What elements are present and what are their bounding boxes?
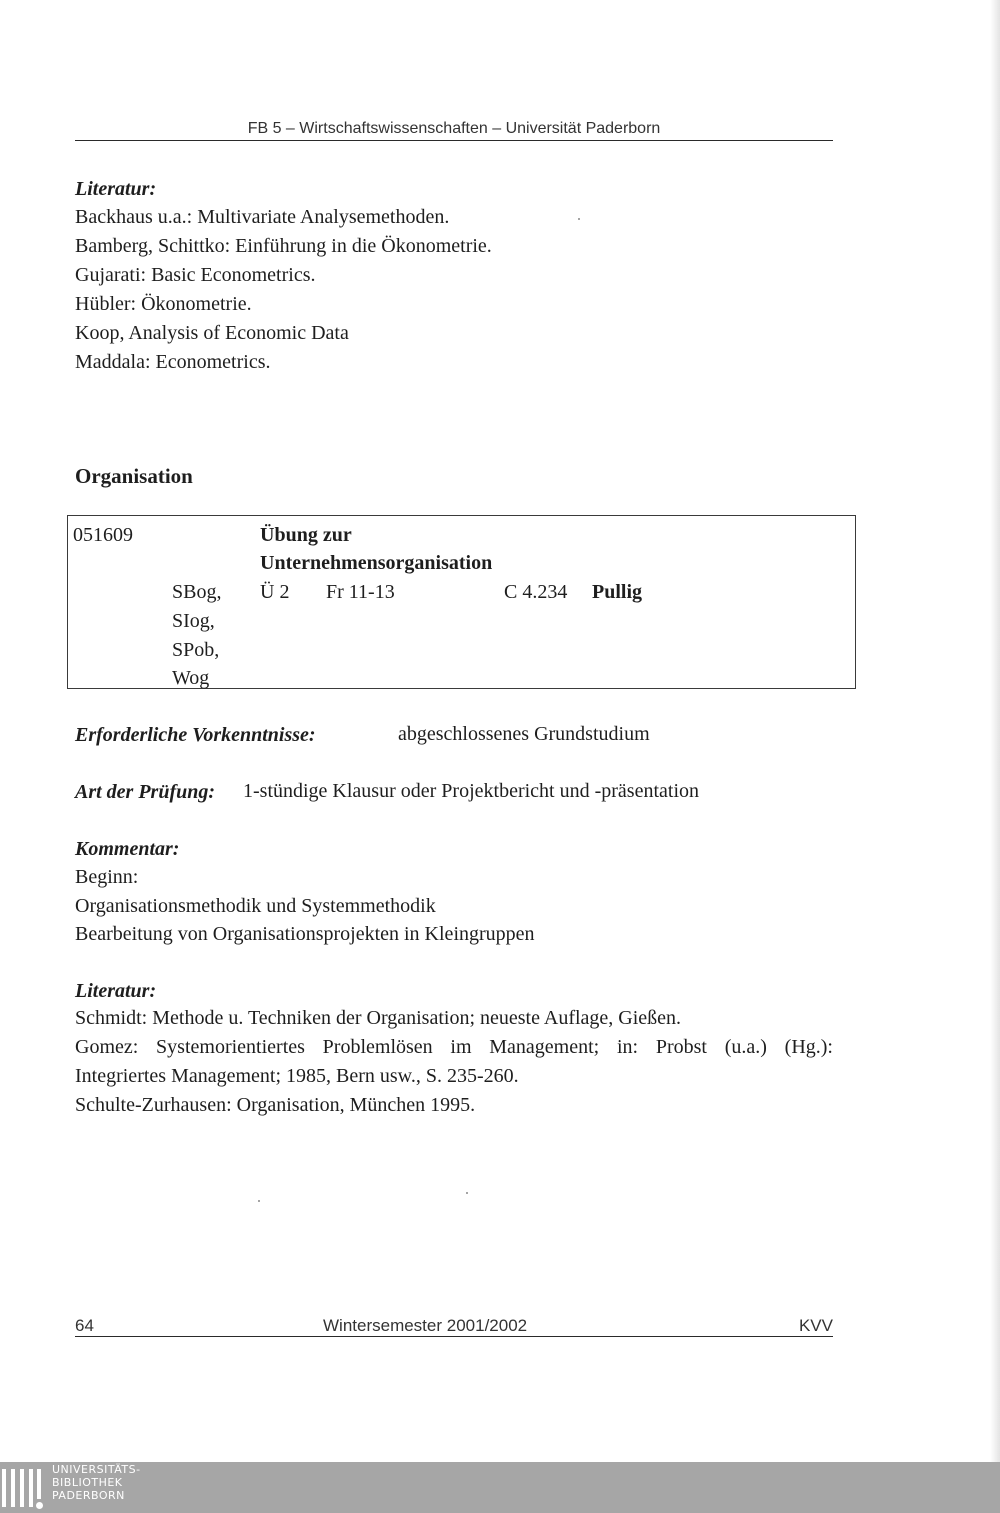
scan-speck — [466, 1192, 468, 1194]
literature-item: Gujarati: Basic Econometrics. — [75, 264, 316, 286]
page-header — [75, 120, 833, 141]
course-time: Fr 11-13 — [326, 581, 395, 603]
library-name-line: BIBLIOTHEK — [52, 1476, 123, 1489]
footer-abbrev: KVV — [798, 1316, 833, 1335]
literature-heading: Literatur: — [75, 178, 157, 200]
literature-heading: Literatur: — [75, 980, 157, 1002]
course-program: SBog, — [172, 581, 222, 603]
library-name — [52, 1463, 141, 1502]
section-heading-organisation: Organisation — [75, 464, 193, 488]
comment-heading: Kommentar: — [75, 838, 180, 860]
comment-line: Bearbeitung von Organisationsprojekten in Kleingruppen — [75, 923, 535, 945]
scan-speck — [258, 1200, 260, 1202]
course-lecturer: Pullig — [592, 581, 643, 603]
comment-line: Organisationsmethodik und Systemmethodik — [75, 895, 436, 917]
prerequisites-value: abgeschlossenes Grundstudium — [398, 723, 650, 745]
course-program: SIog, — [172, 610, 215, 632]
literature-item: Bamberg, Schittko: Einführung in die Ökonometrie. — [75, 235, 492, 257]
library-name-line: UNIVERSITÄTS- — [52, 1463, 141, 1476]
course-program: SPob, — [172, 639, 220, 661]
course-title-line2: Unternehmensorganisation — [260, 552, 493, 574]
exam-value: 1-stündige Klausur oder Projektbericht und -präsentation — [243, 780, 699, 802]
literature-line: Integriertes Management; 1985, Bern usw., S. 235-260. — [75, 1065, 519, 1087]
header-text: FB 5 – Wirtschaftswissenschaften – Universität Paderborn — [247, 120, 661, 137]
scan-speck — [578, 218, 580, 220]
literature-line: Schmidt: Methode u. Techniken der Organisation; neueste Auflage, Gießen. — [75, 1007, 682, 1029]
course-room: C 4.234 — [504, 581, 568, 603]
prerequisites-label: Erforderliche Vorkenntnisse: — [75, 724, 316, 746]
literature-item: Maddala: Econometrics. — [75, 351, 271, 373]
literature-line: Schulte-Zurhausen: Organisation, München 1995. — [75, 1094, 476, 1116]
course-program: Wog — [172, 667, 210, 689]
course-number: 051609 — [73, 524, 133, 546]
course-title-line1: Übung zur — [260, 524, 352, 546]
library-name-line: PADERBORN — [52, 1489, 125, 1502]
page-edge-shadow — [990, 0, 1000, 1462]
footer-semester: Wintersemester 2001/2002 — [323, 1316, 528, 1335]
course-type: Ü 2 — [260, 581, 290, 603]
library-banner — [0, 1462, 1000, 1513]
literature-item: Koop, Analysis of Economic Data — [75, 322, 349, 344]
literature-item: Hübler: Ökonometrie. — [75, 293, 252, 315]
library-logo-dot — [36, 1502, 43, 1509]
literature-item: Backhaus u.a.: Multivariate Analysemethoden. — [75, 206, 450, 228]
exam-label: Art der Prüfung: — [75, 781, 216, 803]
comment-line: Beginn: — [75, 866, 139, 888]
page-number: 64 — [75, 1316, 94, 1335]
page-footer — [75, 1316, 833, 1337]
literature-line: Gomez: Systemorientiertes Problemlösen im Management; in: Probst (u.a.) (Hg.): — [75, 1036, 833, 1058]
course-table — [67, 515, 856, 689]
